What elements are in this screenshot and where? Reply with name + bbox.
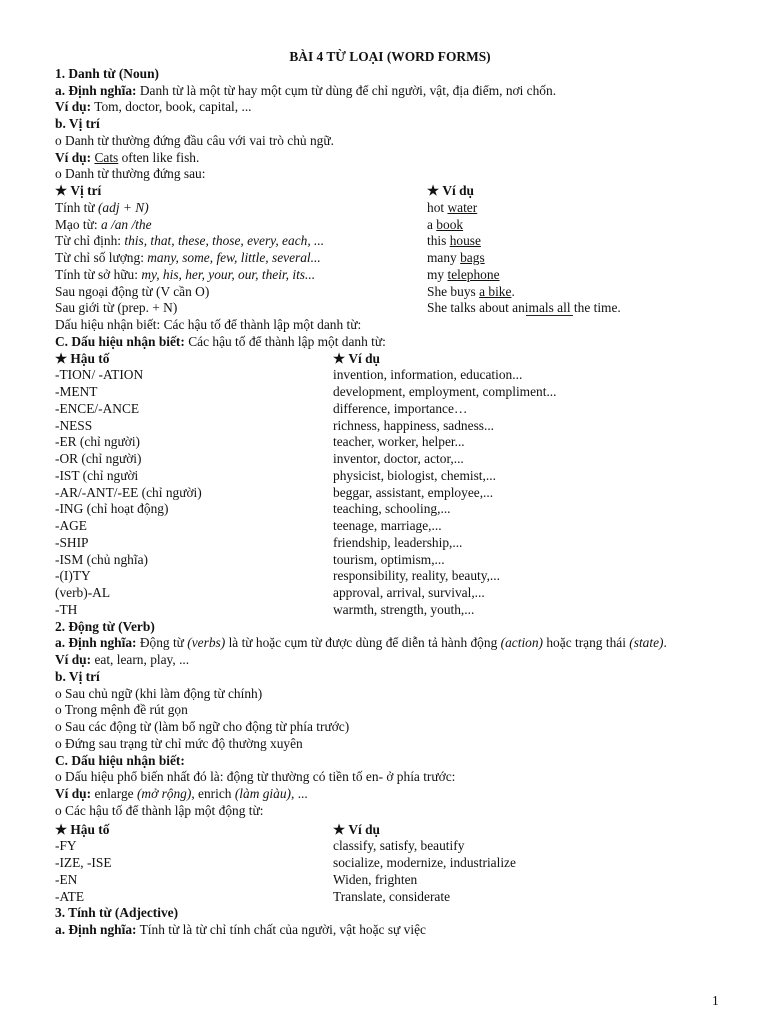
suffix: -MENT bbox=[55, 384, 98, 399]
page-number: 1 bbox=[712, 993, 719, 1008]
suffix-example: tourism, optimism,... bbox=[333, 551, 445, 567]
suffix-example: teaching, schooling,... bbox=[333, 501, 451, 517]
verb-sign-example: Ví dụ: enlarge (mở rộng), enrich (làm giàu), ... bbox=[55, 786, 308, 801]
example-text: a bbox=[427, 216, 437, 232]
suffix-row bbox=[55, 501, 725, 518]
verb-definition: a. Định nghĩa: Động từ (verbs) là từ hoặc cụm từ được dùng để diễn tả hành động (action) hoặc trạng thái (state). bbox=[55, 635, 667, 651]
star-icon: ★ bbox=[333, 350, 346, 366]
verb-sign-1: o Dấu hiệu phổ biến nhất đó là: động từ thường có tiền tố en- ở phía trước: bbox=[55, 769, 456, 785]
noun-position-1: o Danh từ thường đứng đầu câu với vai trò chủ ngữ. bbox=[55, 132, 334, 148]
noun-position-row bbox=[55, 267, 725, 284]
suffix-example: invention, information, education... bbox=[333, 367, 523, 383]
position-example bbox=[427, 200, 477, 217]
position-detail: my, his, her, your, our, their, its... bbox=[141, 266, 316, 282]
underline-mark bbox=[526, 315, 573, 316]
suffix-row bbox=[55, 384, 725, 401]
suffix-row bbox=[55, 401, 725, 418]
suffix: -TH bbox=[55, 601, 78, 617]
example-text: many bbox=[427, 250, 461, 265]
position-detail: (adj + N) bbox=[97, 199, 149, 215]
position-text: Tính từ bbox=[55, 199, 98, 215]
noun-position-row bbox=[55, 300, 725, 317]
suffix: (verb)-AL bbox=[55, 585, 111, 600]
suffix: -ISM (chủ nghĩa) bbox=[55, 551, 148, 567]
suffix-example: friendship, leadership,... bbox=[333, 534, 463, 550]
noun-position-row bbox=[55, 217, 725, 234]
suffix: -FY bbox=[55, 838, 77, 854]
example-text: She talks about animals all the time. bbox=[427, 300, 621, 316]
verb-position-item: o Trong mệnh đề rút gọn bbox=[55, 702, 188, 718]
suffix-example: warmth, strength, youth,... bbox=[333, 601, 475, 617]
suffix-row bbox=[55, 568, 725, 585]
star-icon: ★ bbox=[333, 821, 346, 837]
suffix-row bbox=[55, 872, 725, 889]
suffix-row bbox=[55, 518, 725, 535]
example-underlined: house bbox=[449, 233, 481, 249]
suffix-row bbox=[55, 434, 725, 451]
star-icon: ★ bbox=[55, 183, 68, 198]
example-underlined: bags bbox=[460, 250, 485, 265]
verb-position-heading: b. Vị trí bbox=[55, 668, 100, 684]
position-text: Mạo từ: bbox=[55, 216, 101, 232]
example-tail: . bbox=[511, 283, 515, 299]
suffix-row bbox=[55, 602, 725, 619]
noun-position-1-example: Ví dụ: Cats often like fish. bbox=[55, 149, 200, 165]
verb-suffix-table-header: ★ Hậu tố ★ Ví dụ bbox=[55, 821, 381, 837]
example-underlined: water bbox=[447, 199, 478, 215]
suffix: -IZE, -ISE bbox=[55, 855, 112, 870]
star-icon: ★ bbox=[55, 821, 68, 837]
suffix-example: richness, happiness, sadness... bbox=[333, 417, 495, 433]
verb-sign-heading: C. Dấu hiệu nhận biết: bbox=[55, 752, 185, 768]
verb-position-item: o Sau chủ ngữ (khi làm động từ chính) bbox=[55, 685, 263, 701]
suffix-row bbox=[55, 485, 725, 502]
position-text: Tính từ sở hữu: bbox=[55, 266, 142, 282]
suffix: -ENCE/-ANCE bbox=[55, 400, 140, 416]
position-text: Từ chỉ số lượng: bbox=[55, 250, 148, 265]
suffix-example: approval, arrival, survival,... bbox=[333, 585, 485, 600]
suffix: -TION/ -ATION bbox=[55, 367, 144, 383]
verb-sign-2: o Các hậu tố để thành lập một động từ: bbox=[55, 802, 264, 818]
suffix-example: classify, satisfy, beautify bbox=[333, 838, 465, 854]
suffix-row bbox=[55, 468, 725, 485]
adjective-definition: a. Định nghĩa: Tính từ là từ chỉ tính chất của người, vật hoặc sự việc bbox=[55, 922, 426, 937]
position-example bbox=[427, 300, 621, 317]
example-text: this bbox=[427, 233, 450, 249]
suffix-example: teenage, marriage,... bbox=[333, 518, 442, 533]
suffix: -ATE bbox=[55, 888, 85, 904]
suffix: -(I)TY bbox=[55, 568, 91, 584]
suffix-row bbox=[55, 451, 725, 468]
noun-position-row bbox=[55, 233, 725, 250]
example-text: hot bbox=[427, 199, 448, 215]
suffix: -EN bbox=[55, 871, 78, 887]
star-icon: ★ bbox=[427, 183, 440, 198]
suffix-example: Widen, frighten bbox=[333, 871, 418, 887]
document-page bbox=[55, 49, 725, 939]
noun-position-row bbox=[55, 200, 725, 217]
noun-suffix-table-header: ★ Hậu tố ★ Ví dụ bbox=[55, 350, 381, 366]
example-text: She buys bbox=[427, 283, 480, 299]
noun-position-row bbox=[55, 250, 725, 267]
verb-suffix-table bbox=[55, 838, 725, 905]
suffix: -OR (chỉ người) bbox=[55, 451, 142, 466]
suffix-example: difference, importance… bbox=[333, 400, 468, 416]
example-underlined: telephone bbox=[447, 266, 500, 282]
suffix-example: beggar, assistant, employee,... bbox=[333, 484, 494, 500]
suffix-example: Translate, considerate bbox=[333, 888, 451, 904]
noun-sign: C. Dấu hiệu nhận biết: Các hậu tố để thành lập một danh từ: bbox=[55, 333, 386, 349]
suffix-example: socialize, modernize, industrialize bbox=[333, 855, 516, 870]
verb-example: Ví dụ: eat, learn, play, ... bbox=[55, 652, 190, 667]
page-title: BÀI 4 TỪ LOẠI (WORD FORMS) bbox=[289, 49, 491, 64]
suffix: -ING (chỉ hoạt động) bbox=[55, 501, 169, 517]
suffix-row bbox=[55, 418, 725, 435]
verb-position-item: o Đứng sau trạng từ chỉ mức độ thường xuyên bbox=[55, 735, 303, 751]
suffix-row bbox=[55, 889, 725, 906]
noun-example: Ví dụ: Tom, doctor, book, capital, ... bbox=[55, 99, 252, 115]
position-detail: many, some, few, little, several... bbox=[147, 250, 321, 265]
suffix: -IST (chỉ người bbox=[55, 467, 139, 483]
position-example bbox=[427, 217, 463, 234]
suffix-row bbox=[55, 535, 725, 552]
noun-position-row bbox=[55, 284, 725, 301]
position-example bbox=[427, 250, 485, 267]
example-underlined: a bike bbox=[479, 283, 512, 299]
star-icon: ★ bbox=[55, 350, 68, 366]
noun-sign-plain: Dấu hiệu nhận biết: Các hậu tố để thành lập một danh từ: bbox=[55, 317, 362, 332]
suffix-row bbox=[55, 367, 725, 384]
suffix-row bbox=[55, 552, 725, 569]
noun-definition: a. Định nghĩa: Danh từ là một từ hay một cụm từ dùng để chỉ người, vật, địa điểm, nơi chốn. bbox=[55, 82, 557, 98]
noun-heading: 1. Danh từ (Noun) bbox=[55, 65, 160, 81]
suffix: -AR/-ANT/-EE (chỉ người) bbox=[55, 484, 202, 500]
example-underlined: book bbox=[436, 216, 464, 232]
suffix-row bbox=[55, 855, 725, 872]
example-text: my bbox=[427, 266, 448, 282]
noun-position-2: o Danh từ thường đứng sau: bbox=[55, 166, 206, 182]
noun-suffix-table bbox=[55, 367, 725, 618]
verb-position-item: o Sau các động từ (làm bổ ngữ cho động từ phía trước) bbox=[55, 719, 350, 734]
suffix: -ER (chỉ người) bbox=[55, 434, 140, 450]
suffix-example: inventor, doctor, actor,... bbox=[333, 451, 464, 466]
suffix-row bbox=[55, 585, 725, 602]
position-text: Từ chỉ định: bbox=[55, 233, 125, 249]
suffix-example: responsibility, reality, beauty,... bbox=[333, 568, 500, 584]
position-example bbox=[427, 233, 481, 250]
noun-position-heading: b. Vị trí bbox=[55, 116, 100, 131]
noun-position-table-header: ★ Vị trí ★ Ví dụ bbox=[55, 183, 475, 198]
verb-heading: 2. Động từ (Verb) bbox=[55, 618, 155, 634]
suffix: -SHIP bbox=[55, 534, 89, 550]
suffix: -NESS bbox=[55, 417, 93, 433]
noun-position-table bbox=[55, 200, 725, 317]
suffix-example: development, employment, compliment... bbox=[333, 384, 557, 399]
position-text: Sau ngoại động từ (V cần O) bbox=[55, 283, 210, 299]
suffix-example: teacher, worker, helper... bbox=[333, 434, 465, 450]
suffix: -AGE bbox=[55, 518, 87, 533]
position-detail: a /an /the bbox=[100, 216, 152, 232]
adjective-heading: 3. Tính từ (Adjective) bbox=[55, 905, 179, 921]
suffix-row bbox=[55, 838, 725, 855]
position-example bbox=[427, 267, 500, 284]
position-example bbox=[427, 284, 515, 301]
position-text: Sau giới từ (prep. + N) bbox=[55, 300, 178, 316]
suffix-example: physicist, biologist, chemist,... bbox=[333, 467, 496, 483]
position-detail: this, that, these, those, every, each, ... bbox=[124, 233, 325, 249]
